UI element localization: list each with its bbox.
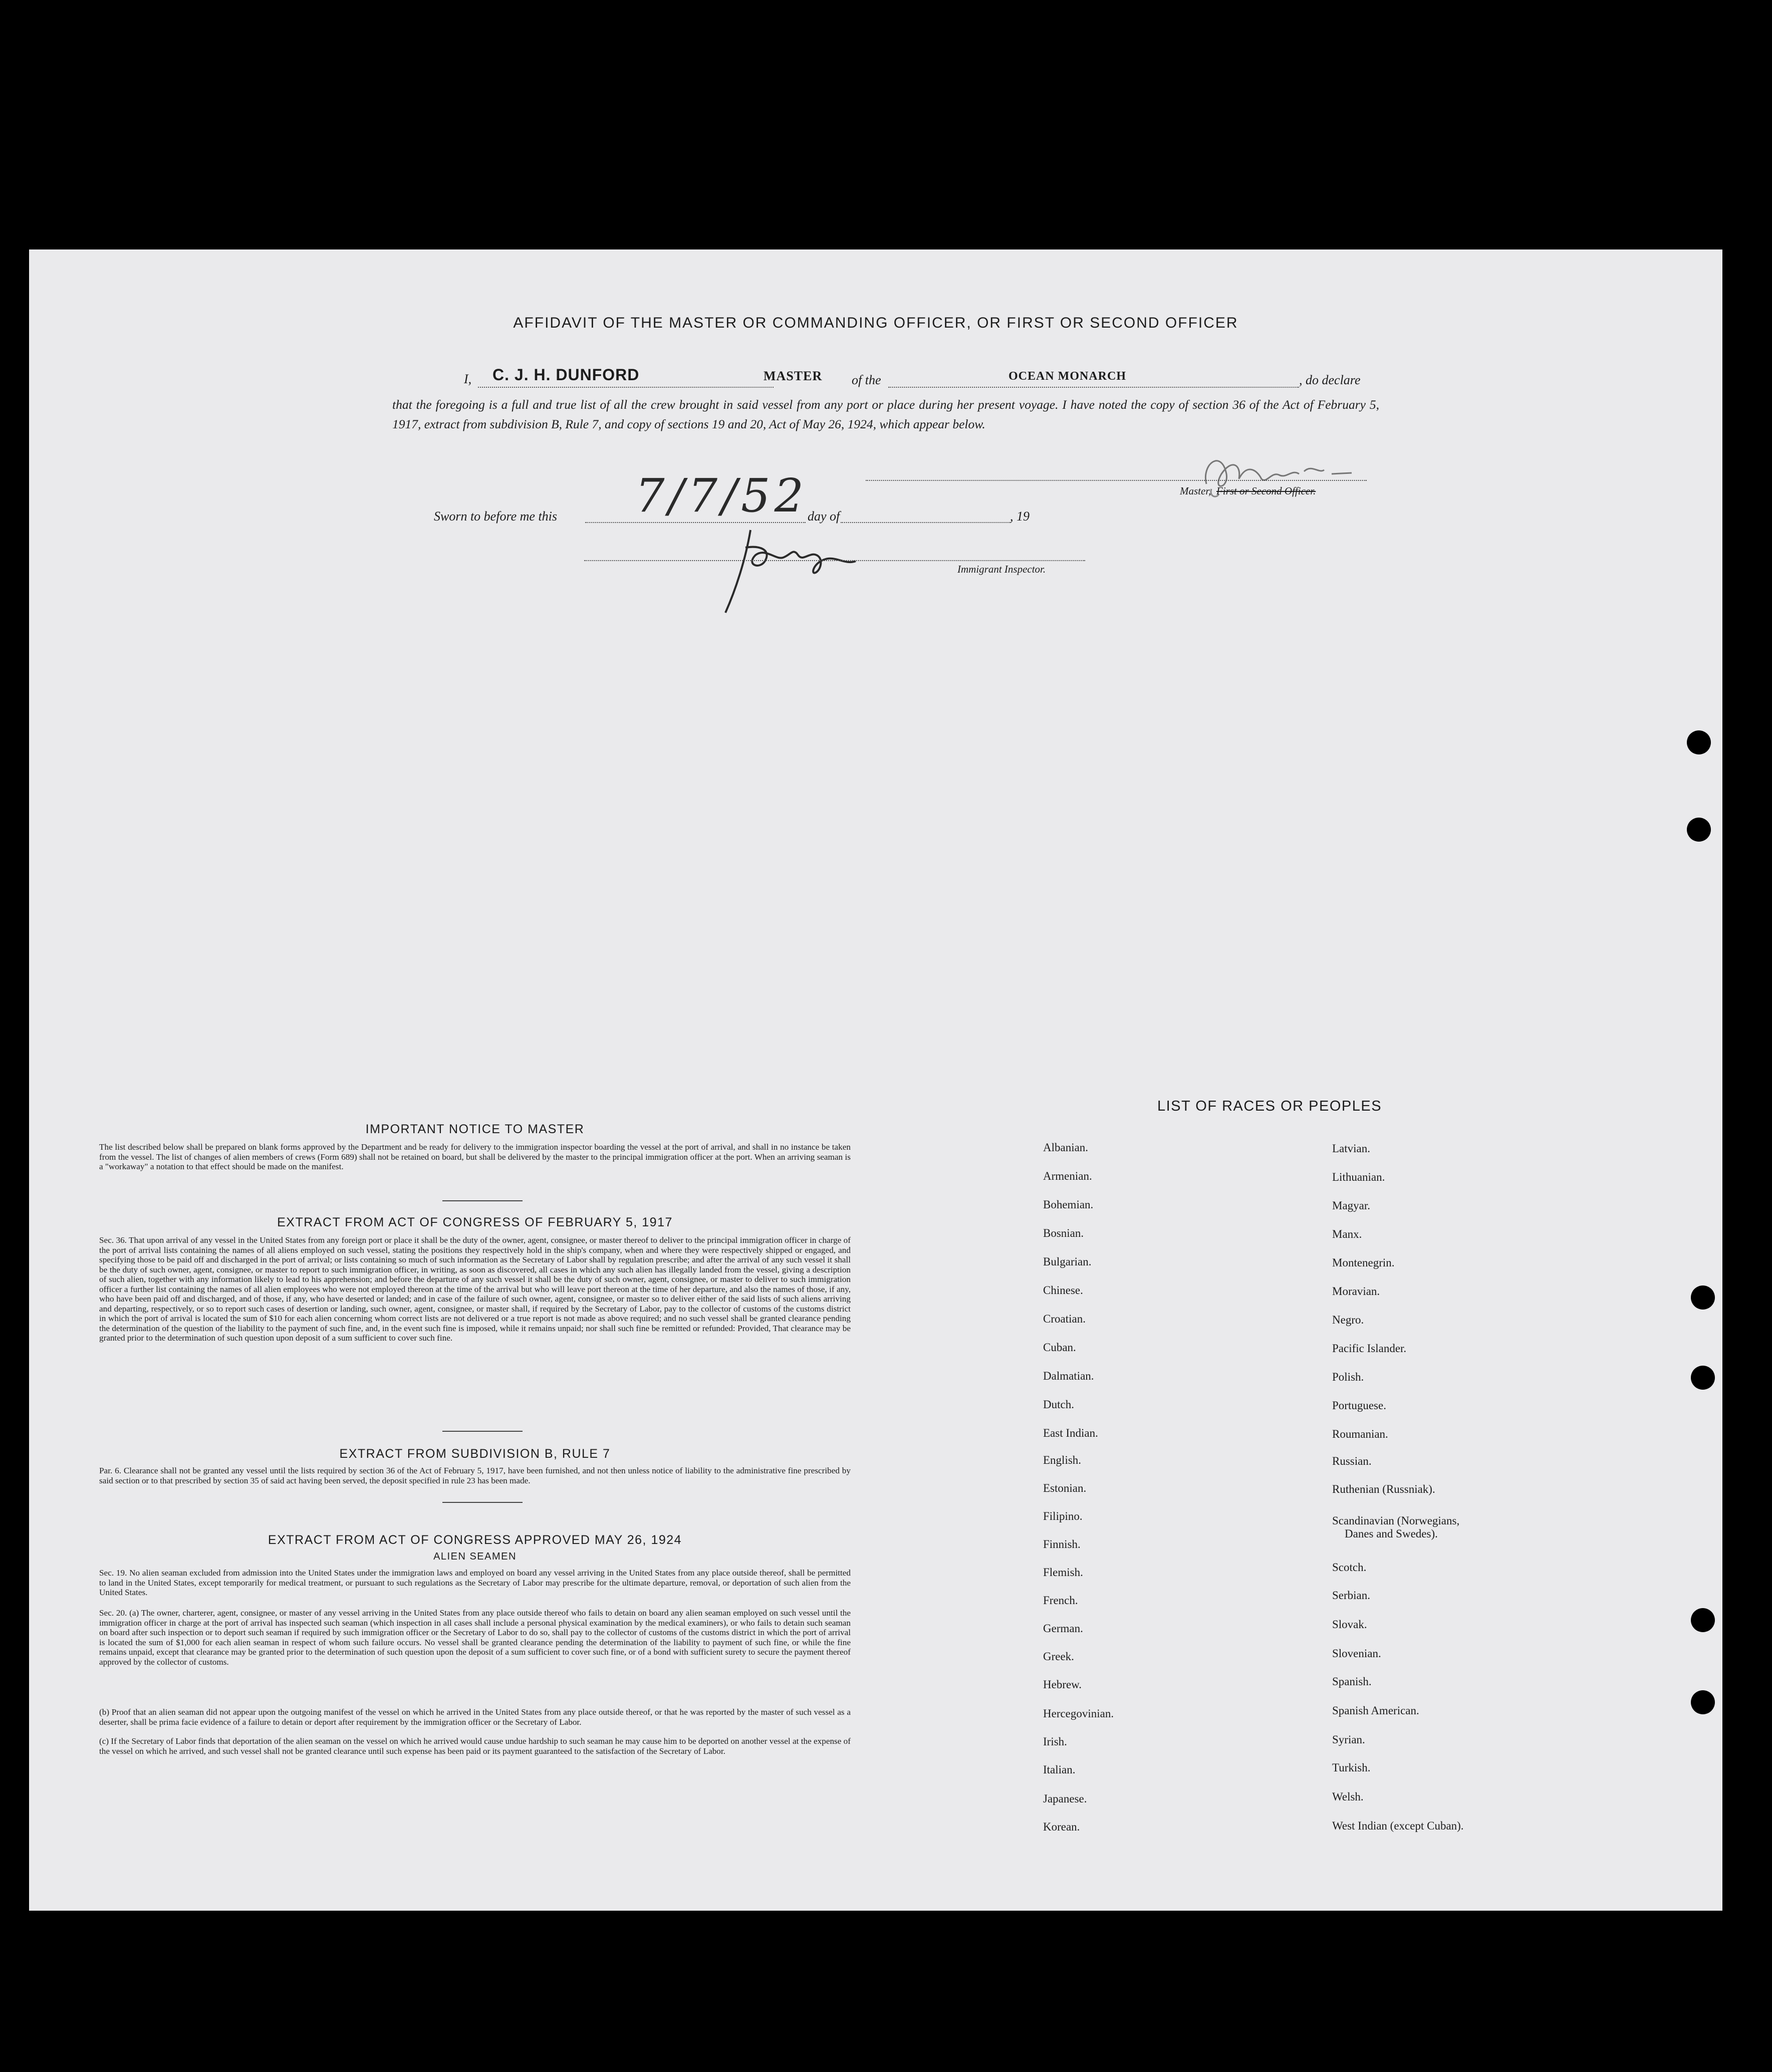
- divider: [442, 1200, 523, 1201]
- race-right: Moravian.: [1332, 1285, 1380, 1298]
- race-right: Syrian.: [1332, 1733, 1365, 1746]
- master-title-label: Master,: [1180, 485, 1211, 497]
- race-right: Roumanian.: [1332, 1428, 1388, 1440]
- race-right: Manx.: [1332, 1228, 1362, 1240]
- race-right: Serbian.: [1332, 1589, 1371, 1602]
- binder-hole: [1691, 1608, 1715, 1632]
- manifest-page: [29, 249, 1722, 1911]
- extract-rule7-title: EXTRACT FROM SUBDIVISION B, RULE 7: [339, 1447, 611, 1461]
- sec19-text: Sec. 19. No alien seaman excluded from admission into the United States under the immigration laws and employed on board any vessel arriving in the United States from any place outside thereof, shall be permitted to land in the United States, except temporarily for medical treatment, or pursuant to such regulations as the Secretary of Labor may prescribe for the ultimate departure, removal, or deportation of such alien from the United States.: [99, 1568, 851, 1597]
- race-right: Magyar.: [1332, 1199, 1371, 1212]
- race-left: French.: [1043, 1594, 1078, 1607]
- race-right: Latvian.: [1332, 1142, 1370, 1155]
- race-right: Spanish.: [1332, 1675, 1372, 1688]
- race-left: Irish.: [1043, 1735, 1067, 1748]
- sec20a-text: Sec. 20. (a) The owner, charterer, agent, consignee, or master of any vessel arriving in the United States from any place outside thereof who fails to detain on board any alien seaman employed on such vessel until the immigration officer in charge at the port of arrival has inspected such seaman (which inspection in all cases shall include a personal physical examination by the medical examiners), or who fails to detain such seaman on board after such inspection or to deport such seaman if required by such immigration officer or the Secretary of Labor to do so, shall pay to the collector of customs of the customs district in which the port of arrival is located the sum of $1,000 for each alien seaman in respect of whom such failure occurs. No vessel shall be granted clearance pending the determination of the liability to payment of such fine, or while the fine remains unpaid, except that clearance may be granted prior to the determination of such question upon the deposit of a sum sufficient to cover such fine, or of a bond with sufficient surety to secure the payment thereof approved by the collector of customs.: [99, 1608, 851, 1667]
- race-left: East Indian.: [1043, 1427, 1098, 1439]
- race-left: Bosnian.: [1043, 1227, 1084, 1239]
- officer-title-struck: First or Second Officer.: [1216, 485, 1316, 497]
- race-left: Albanian.: [1043, 1141, 1089, 1154]
- name-line: [478, 387, 774, 388]
- alien-seamen-subtitle: ALIEN SEAMEN: [433, 1551, 517, 1562]
- race-left: Korean.: [1043, 1821, 1080, 1833]
- sec20c-text: (c) If the Secretary of Labor finds that deportation of the alien seaman on the vessel on which he arrived would cause undue hardship to such seaman he may cause him to be deported on another vessel at the expense of the vessel on which he arrived, and such vessel shall not be granted clearance until such expense has been paid or its payment guaranteed to the satisfaction of the Secretary of Labor.: [99, 1736, 851, 1756]
- affidavit-body: that the foregoing is a full and true list of all the crew brought in said vessel from any port or place during her present voyage. I have noted the copy of section 36 of the Act of February 5, 1917, extract from subdivision B, Rule 7, and copy of sections 19 and 20, Act of May 26, 1924, which appear below.: [392, 397, 1379, 431]
- master-rank: MASTER: [764, 369, 823, 383]
- race-left: Bulgarian.: [1043, 1255, 1092, 1268]
- divider: [442, 1502, 523, 1503]
- binder-hole: [1687, 730, 1711, 754]
- race-right: Slovak.: [1332, 1618, 1367, 1631]
- race-right: Negro.: [1332, 1314, 1364, 1326]
- vessel-line: [888, 387, 1299, 388]
- day-of-label: day of: [808, 509, 840, 524]
- notice-body: The list described below shall be prepared on blank forms approved by the Department and be ready for delivery to the immigration inspector boarding the vessel at the port of arrival, and shall in no instance be taken from the vessel. The list of changes of alien members of crews (Form 689) shall not be retained on board, but shall be delivered by the master to the principal immigration officer at the port. When an arriving seaman is a "workaway" a notation to that effect should be made on the manifest.: [99, 1142, 851, 1171]
- race-left: Chinese.: [1043, 1284, 1083, 1297]
- inspector-signature: [695, 520, 906, 620]
- race-right: Portuguese.: [1332, 1399, 1386, 1412]
- affidavit-title: AFFIDAVIT OF THE MASTER OR COMMANDING OFFICER, OR FIRST OR SECOND OFFICER: [513, 315, 1238, 331]
- affidavit-i-label: I,: [464, 372, 472, 386]
- race-right: Pacific Islander.: [1332, 1342, 1407, 1355]
- race-left: Bohemian.: [1043, 1198, 1094, 1211]
- race-left: Italian.: [1043, 1763, 1076, 1776]
- race-right: West Indian (except Cuban).: [1332, 1820, 1464, 1832]
- race-right: Welsh.: [1332, 1790, 1364, 1803]
- sec20b-text: (b) Proof that an alien seaman did not appear upon the outgoing manifest of the vessel on which he arrived in the United States from any place outside thereof, or that he was reported by the master of such vessel as a deserter, shall be prima facie evidence of a failure to detain or deport after requirement by the immigration officer or the Secretary of Labor.: [99, 1707, 851, 1727]
- race-left: Finnish.: [1043, 1538, 1081, 1550]
- binder-hole: [1691, 1285, 1715, 1310]
- binder-hole: [1691, 1690, 1715, 1714]
- do-declare-label: , do declare: [1299, 373, 1361, 387]
- inspector-label: Immigrant Inspector.: [957, 563, 1046, 575]
- race-right: Montenegrin.: [1332, 1256, 1395, 1269]
- race-right: Spanish American.: [1332, 1704, 1419, 1717]
- of-the-label: of the: [852, 373, 881, 387]
- race-right: Scandinavian (Norwegians,: [1332, 1514, 1460, 1527]
- race-left: Dutch.: [1043, 1398, 1074, 1411]
- inspector-signature-line: [584, 560, 1085, 561]
- extract-rule7-body: Par. 6. Clearance shall not be granted any vessel until the lists required by section 36 of the Act of February 5, 1917, have been furnished, and not then unless notice of liability to the administrative fine prescribed by said section or to that prescribed by section 35 of said act having been served, the deposit specified in rule 23 has been made.: [99, 1466, 851, 1485]
- sworn-label: Sworn to before me this: [434, 509, 558, 524]
- extract-1917-body: Sec. 36. That upon arrival of any vessel in the United States from any foreign port or place it shall be the duty of the owner, agent, consignee, or master thereof to deliver to the principal immigration officer in charge of the port of arrival lists containing the names of all aliens employed on such vessel, stating the positions they respectively hold in the ship's company, when and where they were respectively shipped or engaged, and specifying those to be paid off and discharged in the port of arrival; or lists containing so much of such information as the Secretary of Labor shall by regulation prescribe; and after the arrival of any such vessel it shall be the duty of such owner, agent, consignee, or master to report to such immigration officer, in writing, as soon as discovered, all cases in which any such alien has illegally landed from the vessel, giving a description of such alien, together with any information likely to lead to his apprehension; and before the departure of any such vessel it shall be the duty of such owner, agent, consignee, or master to deliver to such immigration officer a further list containing the names of all alien employees who were not employed thereon at the time of the arrival but who will leave port thereon at the time of her departure, and also the names of those, if any, who have been paid off and discharged, and of those, if any, who have deserted or landed; and in case of the failure of such owner, agent, consignee, or master so to deliver either of the said lists of such aliens arriving and departing, respectively, or so to report such cases of desertion or landing, such owner, agent, consignee, or master shall, if required by the Secretary of Labor, pay to the collector of customs of the customs district in which the port of arrival is located the sum of $10 for each alien concerning whom correct lists are not delivered or a true report is not made as above required; and no such vessel shall be granted clearance pending the determination of the question of the liability to the payment of such fine, and, in the event such fine is imposed, while it remains unpaid; nor shall such fine be remitted or refunded: Provided, That clearance may be granted prior to the determination of such question upon deposit of a sum sufficient to cover such fine.: [99, 1235, 851, 1343]
- race-left: Flemish.: [1043, 1566, 1083, 1579]
- race-left: English.: [1043, 1454, 1082, 1466]
- handwritten-date: 7/7/52: [635, 469, 808, 523]
- binder-hole: [1687, 818, 1711, 842]
- extract-1924-title: EXTRACT FROM ACT OF CONGRESS APPROVED MAY 26, 1924: [268, 1533, 682, 1547]
- race-left: Filipino.: [1043, 1510, 1083, 1522]
- race-left: German.: [1043, 1622, 1083, 1635]
- race-right: Russian.: [1332, 1455, 1372, 1467]
- race-left: Estonian.: [1043, 1482, 1087, 1494]
- race-right: Ruthenian (Russniak).: [1332, 1483, 1435, 1495]
- vessel-name: OCEAN MONARCH: [1008, 370, 1126, 383]
- race-left: Hercegovinian.: [1043, 1707, 1114, 1720]
- master-name: C. J. H. DUNFORD: [492, 366, 640, 384]
- year-prefix: , 19: [1010, 509, 1030, 524]
- race-right: Danes and Swedes).: [1345, 1527, 1438, 1540]
- race-right: Turkish.: [1332, 1761, 1371, 1774]
- race-right: Lithuanian.: [1332, 1171, 1385, 1183]
- race-right: Slovenian.: [1332, 1647, 1381, 1660]
- races-title: LIST OF RACES OR PEOPLES: [1157, 1098, 1382, 1114]
- divider: [442, 1431, 523, 1432]
- race-left: Croatian.: [1043, 1313, 1086, 1325]
- notice-title: IMPORTANT NOTICE TO MASTER: [365, 1122, 585, 1136]
- race-left: Dalmatian.: [1043, 1370, 1094, 1382]
- race-left: Japanese.: [1043, 1792, 1087, 1805]
- race-right: Scotch.: [1332, 1561, 1367, 1574]
- binder-hole: [1691, 1366, 1715, 1390]
- race-left: Cuban.: [1043, 1341, 1076, 1354]
- race-left: Armenian.: [1043, 1170, 1092, 1182]
- race-left: Hebrew.: [1043, 1678, 1082, 1691]
- race-left: Greek.: [1043, 1650, 1074, 1663]
- race-right: Polish.: [1332, 1371, 1364, 1383]
- extract-1917-title: EXTRACT FROM ACT OF CONGRESS OF FEBRUARY 5, 1917: [277, 1215, 673, 1229]
